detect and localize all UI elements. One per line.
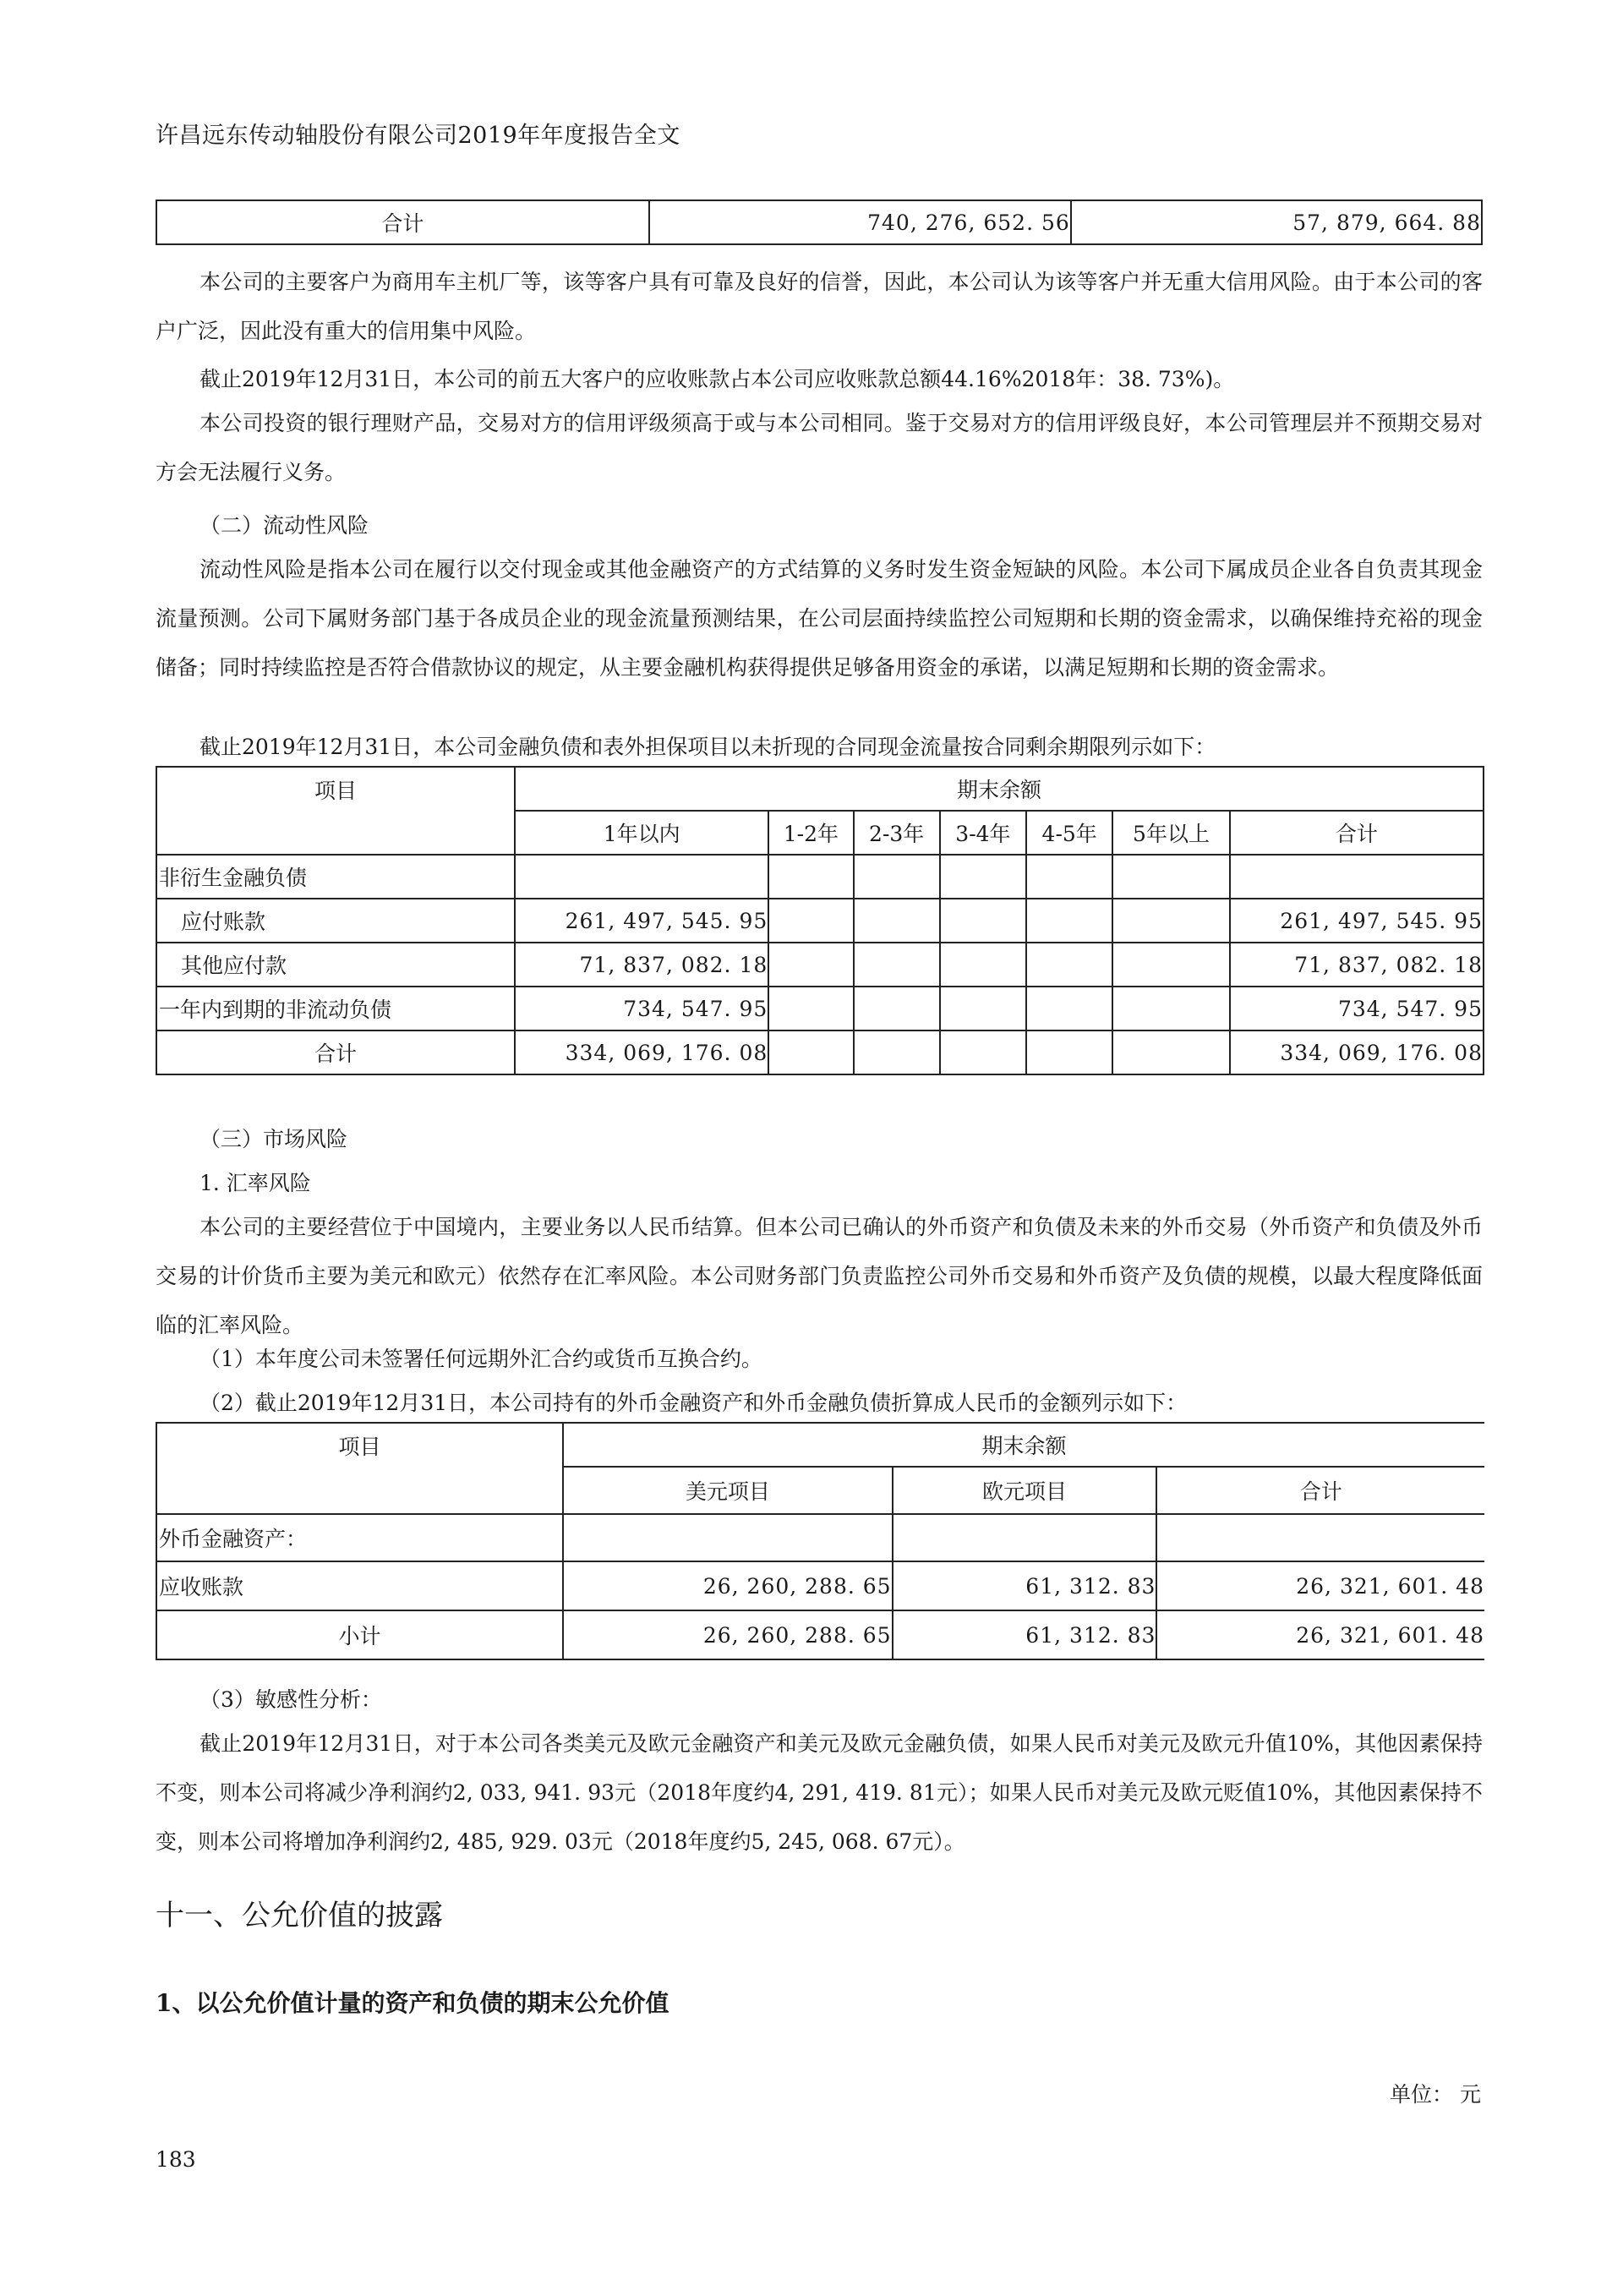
fx-col-header-total: 合计	[1156, 1467, 1484, 1514]
table-row	[156, 855, 1484, 899]
table-row	[156, 987, 1484, 1030]
col-header-1-2y: 1-2年	[768, 811, 853, 855]
top-total-table	[156, 200, 1483, 245]
cell-value: 61, 312. 83	[893, 1561, 1157, 1610]
total-label: 合计	[156, 200, 649, 244]
subsection-fx-risk-title: 1. 汇率风险	[199, 1171, 311, 1195]
cell-value: 71, 837, 082. 18	[515, 943, 768, 987]
col-header-total: 合计	[1230, 811, 1484, 855]
para-liquidity: 流动性风险是指本公司在履行以交付现金或其他金融资产的方式结算的义务时发生资金短缺的风险。本公司下属成员企业各自负责其现金流量预测。公司下属财务部门基于各成员企业的现金流量预测结果，在公司层面持续监控公司短期和长期的资金需求，以确保维持充裕的现金储备；同时持续监控是否符合借款协议的规定，从主要金融机构获得提供足够备用资金的承诺，以满足短期和长期的资金需求。	[156, 557, 1483, 680]
page-number: 183	[156, 2147, 196, 2172]
col-header-balance: 期末余额	[515, 767, 1484, 811]
row-label: 一年内到期的非流动负债	[156, 987, 515, 1030]
table-row	[156, 1030, 1484, 1074]
section-market-risk-title: （三）市场风险	[199, 1127, 348, 1151]
fx-col-header-usd: 美元项目	[563, 1467, 893, 1514]
cell-value: 734, 547. 95	[1230, 987, 1484, 1030]
col-header-4-5y: 4-5年	[1026, 811, 1112, 855]
section-heading-fair-value: 十一、公允价值的披露	[156, 1899, 443, 1932]
col-header-over-5y: 5年以上	[1112, 811, 1229, 855]
cell-value: 261, 497, 545. 95	[515, 899, 768, 943]
para-bank-products: 本公司投资的银行理财产品，交易对方的信用评级须高于或与本公司相同。鉴于交易对方的信用评级良好，本公司管理层并不预期交易对方会无法履行义务。	[156, 411, 1483, 484]
cell-value: 26, 260, 288. 65	[563, 1610, 893, 1659]
subsection-heading-fair-value: 1、以公允价值计量的资产和负债的期末公允价值	[156, 1989, 669, 2017]
cell-value: 734, 547. 95	[515, 987, 768, 1030]
table-row	[156, 1610, 1484, 1659]
fx-col-header-balance: 期末余额	[563, 1423, 1484, 1467]
cell-value: 26, 321, 601. 48	[1156, 1561, 1484, 1610]
col-header-within-1y: 1年以内	[515, 811, 768, 855]
cell-value: 261, 497, 545. 95	[1230, 899, 1484, 943]
row-label: 非衍生金融负债	[156, 855, 515, 899]
para-sensitivity: 截止2019年12月31日，对于本公司各类美元及欧元金融资产和美元及欧元金融负债，如果人民币对美元及欧元升值10%，其他因素保持不变，则本公司将减少净利润约2, 033, 941. 93元（2018年度约4, 291, 419. 81元）；如果人民币对美元及欧元贬值10%，其他因素保持不变，则本公司将增加净利润约2, 485, 929. 03元（2018年度约5, 245, 068. 67元）。	[156, 1731, 1483, 1854]
row-label: 其他应付款	[156, 943, 515, 987]
total-value-2: 57, 879, 664. 88	[1071, 200, 1482, 244]
col-header-2-3y: 2-3年	[854, 811, 940, 855]
para-sensitivity-title: （3）敏感性分析：	[199, 1687, 382, 1712]
col-header-3-4y: 3-4年	[940, 811, 1026, 855]
para-top5-customers: 截止2019年12月31日，本公司的前五大客户的应收账款占本公司应收账款总额44.16%2018年：38. 73%)。	[199, 367, 1235, 391]
row-label: 应付账款	[156, 899, 515, 943]
total-value-1: 740, 276, 652. 56	[649, 200, 1071, 244]
cell-value: 71, 837, 082. 18	[1230, 943, 1484, 987]
cell-value: 334, 069, 176. 08	[1230, 1030, 1484, 1074]
cell-value: 334, 069, 176. 08	[515, 1030, 768, 1074]
para-liquidity-table-intro: 截止2019年12月31日，本公司金融负债和表外担保项目以未折现的合同现金流量按合同剩余期限列示如下：	[199, 735, 1216, 759]
row-label: 合计	[156, 1030, 515, 1074]
unit-label: 单位： 元	[1390, 2082, 1481, 2107]
cell-value: 26, 260, 288. 65	[563, 1561, 893, 1610]
table-row	[156, 899, 1484, 943]
table-row	[156, 1561, 1484, 1610]
liquidity-table	[156, 766, 1484, 1075]
cell-value: 61, 312. 83	[893, 1610, 1157, 1659]
table-row	[156, 1514, 1484, 1561]
row-label: 应收账款	[156, 1561, 563, 1610]
page-header: 许昌远东传动轴股份有限公司2019年年度报告全文	[156, 123, 680, 149]
row-label: 小计	[156, 1610, 563, 1659]
col-header-item: 项目	[156, 767, 515, 855]
fx-table	[156, 1422, 1484, 1660]
section-liquidity-title: （二）流动性风险	[199, 513, 369, 538]
para-no-forward-contracts: （1）本年度公司未签署任何远期外汇合约或货币互换合约。	[199, 1347, 762, 1371]
cell-value: 26, 321, 601. 48	[1156, 1610, 1484, 1659]
para-credit-customers: 本公司的主要客户为商用车主机厂等，该等客户具有可靠及良好的信誉，因此，本公司认为该等客户并无重大信用风险。由于本公司的客户广泛，因此没有重大的信用集中风险。	[156, 270, 1483, 343]
fx-col-header-item: 项目	[156, 1423, 563, 1514]
para-fx-risk: 本公司的主要经营位于中国境内，主要业务以人民币结算。但本公司已确认的外币资产和负债及未来的外币交易（外币资产和负债及外币交易的计价货币主要为美元和欧元）依然存在汇率风险。本公司财务部门负责监控公司外币交易和外币资产及负债的规模，以最大程度降低面临的汇率风险。	[156, 1215, 1483, 1337]
table-row	[156, 943, 1484, 987]
fx-col-header-eur: 欧元项目	[893, 1467, 1157, 1514]
para-fx-table-intro: （2）截止2019年12月31日，本公司持有的外币金融资产和外币金融负债折算成人民币的金额列示如下：	[199, 1391, 1188, 1415]
row-label: 外币金融资产：	[156, 1514, 563, 1561]
